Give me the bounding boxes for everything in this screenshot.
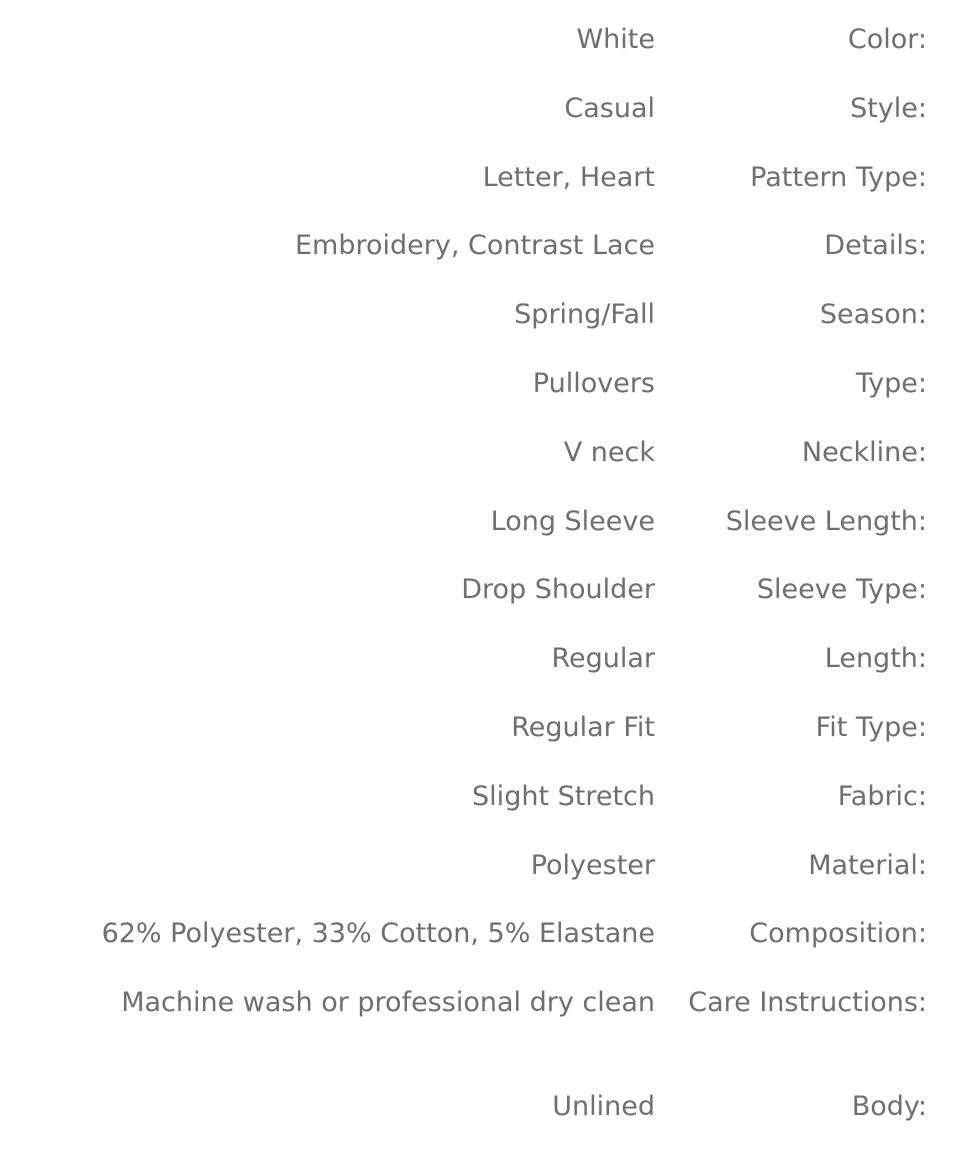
spec-label: Pattern Type:: [750, 161, 927, 193]
spec-row-fit-type: [0, 710, 960, 779]
spec-row-care-instructions: [0, 985, 960, 1089]
spec-label: Sleeve Length:: [725, 505, 927, 537]
spec-value: Long Sleeve: [490, 505, 655, 537]
spec-row-neckline: [0, 435, 960, 504]
spec-value: Regular Fit: [511, 711, 655, 743]
spec-row-details: [0, 228, 960, 297]
spec-value: Regular: [551, 643, 655, 675]
spec-label: Sleeve Type:: [756, 574, 927, 606]
spec-label: Season:: [819, 299, 927, 331]
spec-label: Type:: [855, 367, 927, 399]
spec-label: Neckline:: [801, 436, 927, 468]
spec-row-sleeve-length: [0, 504, 960, 573]
spec-value: Polyester: [530, 849, 655, 881]
spec-value: V neck: [563, 436, 655, 468]
spec-row-pattern-type: [0, 160, 960, 229]
spec-row-length: [0, 641, 960, 710]
spec-value: Embroidery, Contrast Lace: [294, 230, 655, 262]
spec-value: Drop Shoulder: [461, 574, 655, 606]
spec-row-season: [0, 297, 960, 366]
spec-row-color: [0, 22, 960, 91]
spec-label: Style:: [850, 92, 927, 124]
spec-value: Casual: [564, 92, 655, 124]
spec-value: Pullovers: [532, 367, 655, 399]
spec-value: Spring/Fall: [514, 299, 655, 331]
spec-label: Color:: [847, 24, 927, 55]
spec-value: Slight Stretch: [472, 780, 655, 812]
spec-row-body: [0, 1089, 960, 1158]
spec-value: 62% Polyester, 33% Cotton, 5% Elastane: [101, 918, 655, 950]
spec-row-composition: [0, 916, 960, 985]
spec-row-style: [0, 91, 960, 160]
spec-value: Unlined: [552, 1091, 655, 1123]
spec-label: Care Instructions:: [688, 987, 927, 1019]
spec-label: Fabric:: [837, 780, 927, 812]
spec-label: Length:: [824, 643, 927, 675]
spec-row-fabric: [0, 779, 960, 848]
spec-label: Body:: [851, 1091, 927, 1123]
spec-label: Composition:: [749, 918, 927, 950]
spec-value: Machine wash or professional dry clean: [121, 987, 655, 1019]
spec-label: Material:: [808, 849, 927, 881]
spec-row-sleeve-type: [0, 572, 960, 641]
spec-row-material: [0, 848, 960, 917]
spec-row-type: [0, 366, 960, 435]
spec-label: Fit Type:: [815, 711, 927, 743]
spec-value: Letter, Heart: [482, 161, 655, 193]
spec-label: Details:: [824, 230, 927, 262]
spec-value: White: [576, 24, 655, 55]
